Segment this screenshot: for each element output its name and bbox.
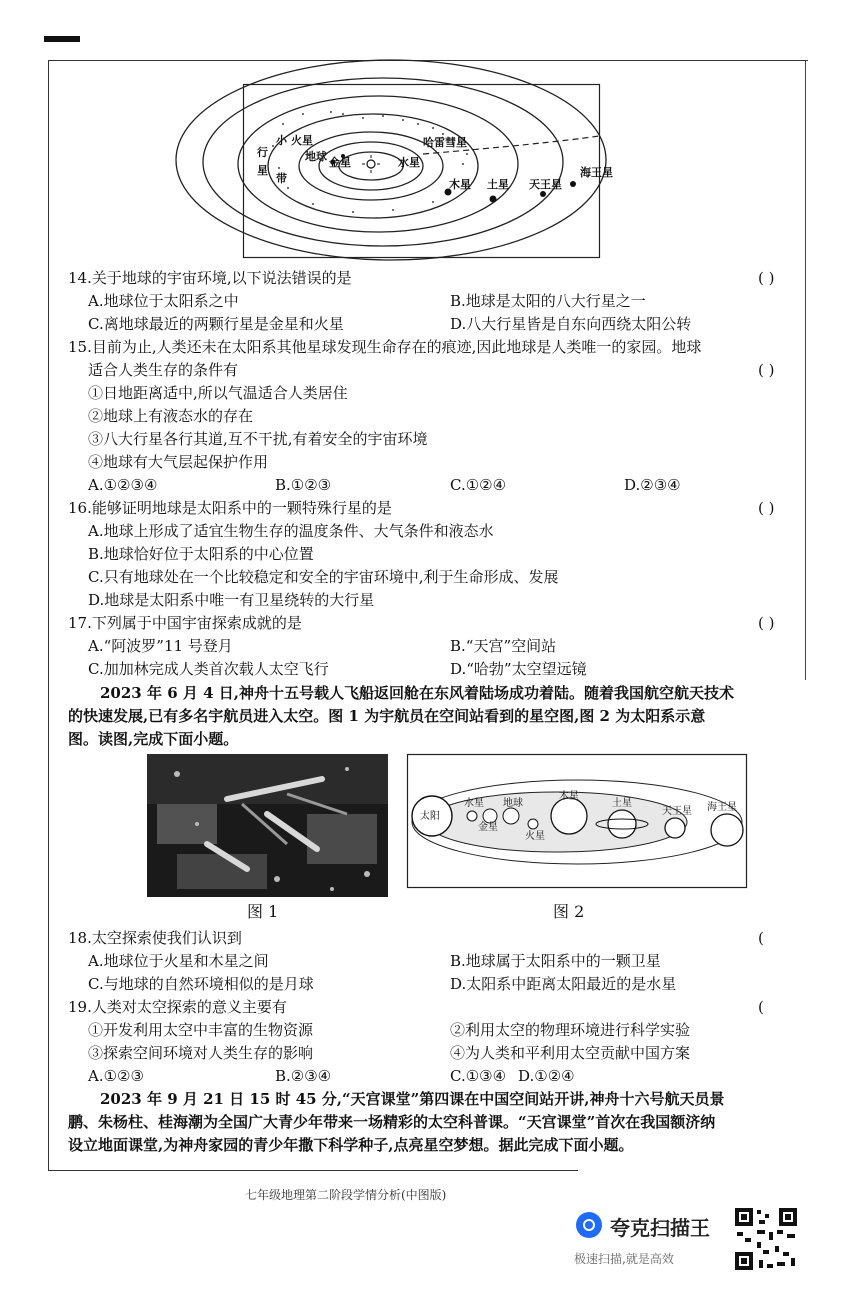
passage2-line2: 鹏、朱杨柱、桂海潮为全国广大青少年带来一场精彩的太空科普课。“天宫课堂”首次在我国额济纳 bbox=[68, 1113, 716, 1131]
q19-statement-4: ④为人类和平利用太空贡献中国方案 bbox=[450, 1044, 691, 1062]
fig2-label-mercury: 水星 bbox=[464, 798, 484, 809]
passage1-line1: 2023 年 6 月 4 日,神舟十五号载人飞船返回舱在东风着陆场成功着陆。随着我国航空航天技术 bbox=[100, 684, 734, 702]
frame-left-border bbox=[48, 60, 49, 1170]
q17-option-d: D.“哈勃”太空望远镜 bbox=[450, 660, 587, 678]
q18-answer-paren[interactable]: ( bbox=[758, 929, 764, 947]
q19-option-c: C.①③④ bbox=[450, 1067, 507, 1085]
passage2-line1: 2023 年 9 月 21 日 15 时 45 分,“天宫课堂”第四课在中国空间站开讲,神舟十六号航天员景 bbox=[100, 1090, 725, 1108]
fig2-label-uranus: 天王星 bbox=[662, 806, 692, 817]
q14-option-b: B.地球是太阳的八大行星之一 bbox=[450, 292, 646, 310]
q16-option-b: B.地球恰好位于太阳系的中心位置 bbox=[88, 545, 314, 563]
q14-stem: 14.关于地球的宇宙环境,以下说法错误的是 bbox=[68, 269, 352, 287]
figure2-caption: 图 2 bbox=[553, 902, 585, 921]
figure1-caption: 图 1 bbox=[247, 902, 279, 921]
q18-option-c: C.与地球的自然环境相似的是月球 bbox=[88, 975, 314, 993]
label-jupiter: 木星 bbox=[449, 178, 471, 191]
q16-option-d: D.地球是太阳系中唯一有卫星绕转的大行星 bbox=[88, 591, 375, 609]
q16-stem: 16.能够证明地球是太阳系中的一颗特殊行星的是 bbox=[68, 499, 392, 517]
q14-option-d: D.八大行星皆是自东向西绕太阳公转 bbox=[450, 315, 692, 333]
q19-option-d: D.①②④ bbox=[518, 1067, 575, 1085]
passage2-line3: 设立地面课堂,为神舟家园的青少年撒下科学种子,点亮星空梦想。据此完成下面小题。 bbox=[68, 1136, 634, 1154]
q15-statement-3: ③八大行星各行其道,互不干扰,有着安全的宇宙环境 bbox=[88, 430, 428, 448]
q14-option-c: C.离地球最近的两颗行星是金星和火星 bbox=[88, 315, 344, 333]
qr-code-icon bbox=[733, 1206, 799, 1272]
q15-stem-line2: 适合人类生存的条件有 bbox=[88, 361, 239, 379]
label-mars: 火星 bbox=[291, 134, 313, 147]
quark-logo-icon bbox=[576, 1212, 602, 1238]
passage1-line2: 的快速发展,已有多名宇航员进入太空。图 1 为宇航员在空间站看到的星空图,图 2 为太阳系示意 bbox=[68, 707, 706, 725]
fig2-label-venus: 金星 bbox=[478, 822, 498, 833]
q17-answer-paren[interactable]: ( ) bbox=[758, 614, 775, 632]
q15-answer-paren[interactable]: ( ) bbox=[758, 361, 775, 379]
watermark-slogan: 极速扫描,就是高效 bbox=[574, 1252, 674, 1266]
passage1-line3: 图。读图,完成下面小题。 bbox=[68, 730, 239, 748]
q19-statement-3: ③探索空间环境对人类生存的影响 bbox=[88, 1044, 314, 1062]
q16-option-a: A.地球上形成了适宜生物生存的温度条件、大气条件和液态水 bbox=[88, 522, 494, 540]
figure1-space-photo bbox=[147, 754, 388, 897]
frame-bottom-border bbox=[48, 1170, 578, 1171]
label-earth: 地球 bbox=[305, 150, 327, 163]
label-uranus: 天王星 bbox=[529, 178, 562, 191]
q15-option-c: C.①②④ bbox=[450, 476, 507, 494]
figure2-solar-system bbox=[407, 754, 747, 888]
q16-option-c: C.只有地球处在一个比较稳定和安全的宇宙环境中,利于生命形成、发展 bbox=[88, 568, 559, 586]
q15-option-a: A.①②③④ bbox=[88, 476, 158, 494]
label-asteroid-1: 小 bbox=[276, 134, 287, 147]
label-saturn: 土星 bbox=[487, 178, 509, 191]
q17-option-c: C.加加林完成人类首次载人太空飞行 bbox=[88, 660, 329, 678]
label-mercury: 水星 bbox=[398, 156, 420, 169]
q19-statement-1: ①开发利用太空中丰富的生物资源 bbox=[88, 1021, 314, 1039]
q19-stem: 19.人类对太空探索的意义主要有 bbox=[68, 998, 287, 1016]
q19-option-a: A.①②③ bbox=[88, 1067, 144, 1085]
q15-statement-1: ①日地距离适中,所以气温适合人类居住 bbox=[88, 384, 348, 402]
q19-answer-paren[interactable]: ( bbox=[758, 998, 764, 1016]
label-asteroid-2: 行 bbox=[257, 146, 268, 159]
watermark-brand: 夸克扫描王 bbox=[610, 1216, 710, 1240]
q18-option-b: B.地球属于太阳系中的一颗卫星 bbox=[450, 952, 661, 970]
fig2-label-jupiter: 木星 bbox=[559, 791, 579, 802]
fig2-label-saturn: 土星 bbox=[612, 798, 632, 809]
fig2-label-sun: 太阳 bbox=[420, 811, 440, 822]
q15-statement-2: ②地球上有液态水的存在 bbox=[88, 407, 254, 425]
fig2-label-mars: 火星 bbox=[525, 831, 545, 842]
frame-right-border bbox=[805, 60, 806, 680]
fig2-label-earth: 地球 bbox=[503, 798, 523, 809]
label-venus: 金星 bbox=[329, 156, 351, 169]
q15-option-d: D.②③④ bbox=[624, 476, 681, 494]
label-asteroid-4: 带 bbox=[276, 172, 287, 185]
q15-statement-4: ④地球有大气层起保护作用 bbox=[88, 453, 269, 471]
fig2-label-neptune: 海王星 bbox=[707, 802, 737, 813]
q17-stem: 17.下列属于中国宇宙探索成就的是 bbox=[68, 614, 302, 632]
page-footer: 七年级地理第二阶段学情分析(中图版) bbox=[245, 1188, 447, 1202]
q16-answer-paren[interactable]: ( ) bbox=[758, 499, 775, 517]
q14-answer-paren[interactable]: ( ) bbox=[758, 269, 775, 287]
q15-option-b: B.①②③ bbox=[275, 476, 332, 494]
q15-stem-line1: 15.目前为止,人类还未在太阳系其他星球发现生命存在的痕迹,因此地球是人类唯一的家园。地球 bbox=[68, 338, 702, 356]
corner-mark bbox=[44, 36, 80, 42]
q14-option-a: A.地球位于太阳系之中 bbox=[88, 292, 239, 310]
q18-option-d: D.太阳系中距离太阳最近的是水星 bbox=[450, 975, 677, 993]
q18-stem: 18.太空探索使我们认识到 bbox=[68, 929, 242, 947]
solar-system-orbit-diagram bbox=[243, 84, 613, 258]
label-asteroid-3: 星 bbox=[257, 164, 268, 177]
label-neptune: 海王星 bbox=[580, 166, 613, 179]
q19-statement-2: ②利用太空的物理环境进行科学实验 bbox=[450, 1021, 691, 1039]
q17-option-a: A.“阿波罗”11 号登月 bbox=[88, 637, 233, 655]
label-halley: 哈雷彗星 bbox=[423, 136, 467, 149]
q19-option-b: B.②③④ bbox=[275, 1067, 332, 1085]
q18-option-a: A.地球位于火星和木星之间 bbox=[88, 952, 269, 970]
q17-option-b: B.“天宫”空间站 bbox=[450, 637, 557, 655]
